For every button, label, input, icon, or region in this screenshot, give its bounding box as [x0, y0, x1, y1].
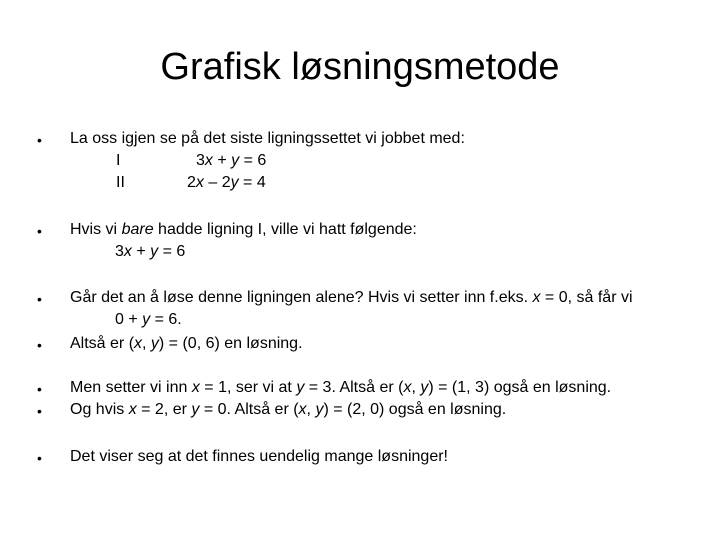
- bullet-5-marker: •: [37, 381, 42, 397]
- bullet-2-text: Hvis vi bare hadde ligning I, ville vi hatt følgende:: [70, 221, 417, 238]
- bullet-7-marker: •: [37, 450, 42, 466]
- equation-1: 3x + y = 6: [196, 152, 267, 169]
- bullet-2-equation: 3x + y = 6: [115, 243, 186, 260]
- bullet-3-continuation: 0 + y = 6.: [115, 311, 182, 328]
- equation-1-label: I: [116, 152, 121, 169]
- equation-2-label: II: [116, 174, 125, 191]
- bullet-3-text: Går det an å løse denne ligningen alene? Hvis vi setter inn f.eks. x = 0, så får vi: [70, 289, 633, 306]
- bullet-5-text: Men setter vi inn x = 1, ser vi at y = 3. Altså er (x, y) = (1, 3) også en løsning.: [70, 379, 612, 396]
- bullet-6-text: Og hvis x = 2, er y = 0. Altså er (x, y) = (2, 0) også en løsning.: [70, 401, 507, 418]
- bullet-2-marker: •: [37, 223, 42, 239]
- bullet-6-marker: •: [37, 403, 42, 419]
- bullet-4-marker: •: [37, 337, 42, 353]
- bullet-4-text: Altså er (x, y) = (0, 6) en løsning.: [70, 335, 303, 352]
- slide-title: Grafisk løsningsmetode: [160, 46, 560, 88]
- bullet-1-marker: •: [37, 132, 42, 148]
- equation-2: 2x – 2y = 4: [187, 174, 266, 191]
- bullet-7-text: Det viser seg at det finnes uendelig mange løsninger!: [70, 448, 448, 465]
- bullet-1-text: La oss igjen se på det siste ligningssettet vi jobbet med:: [70, 130, 465, 147]
- bullet-3-marker: •: [37, 291, 42, 307]
